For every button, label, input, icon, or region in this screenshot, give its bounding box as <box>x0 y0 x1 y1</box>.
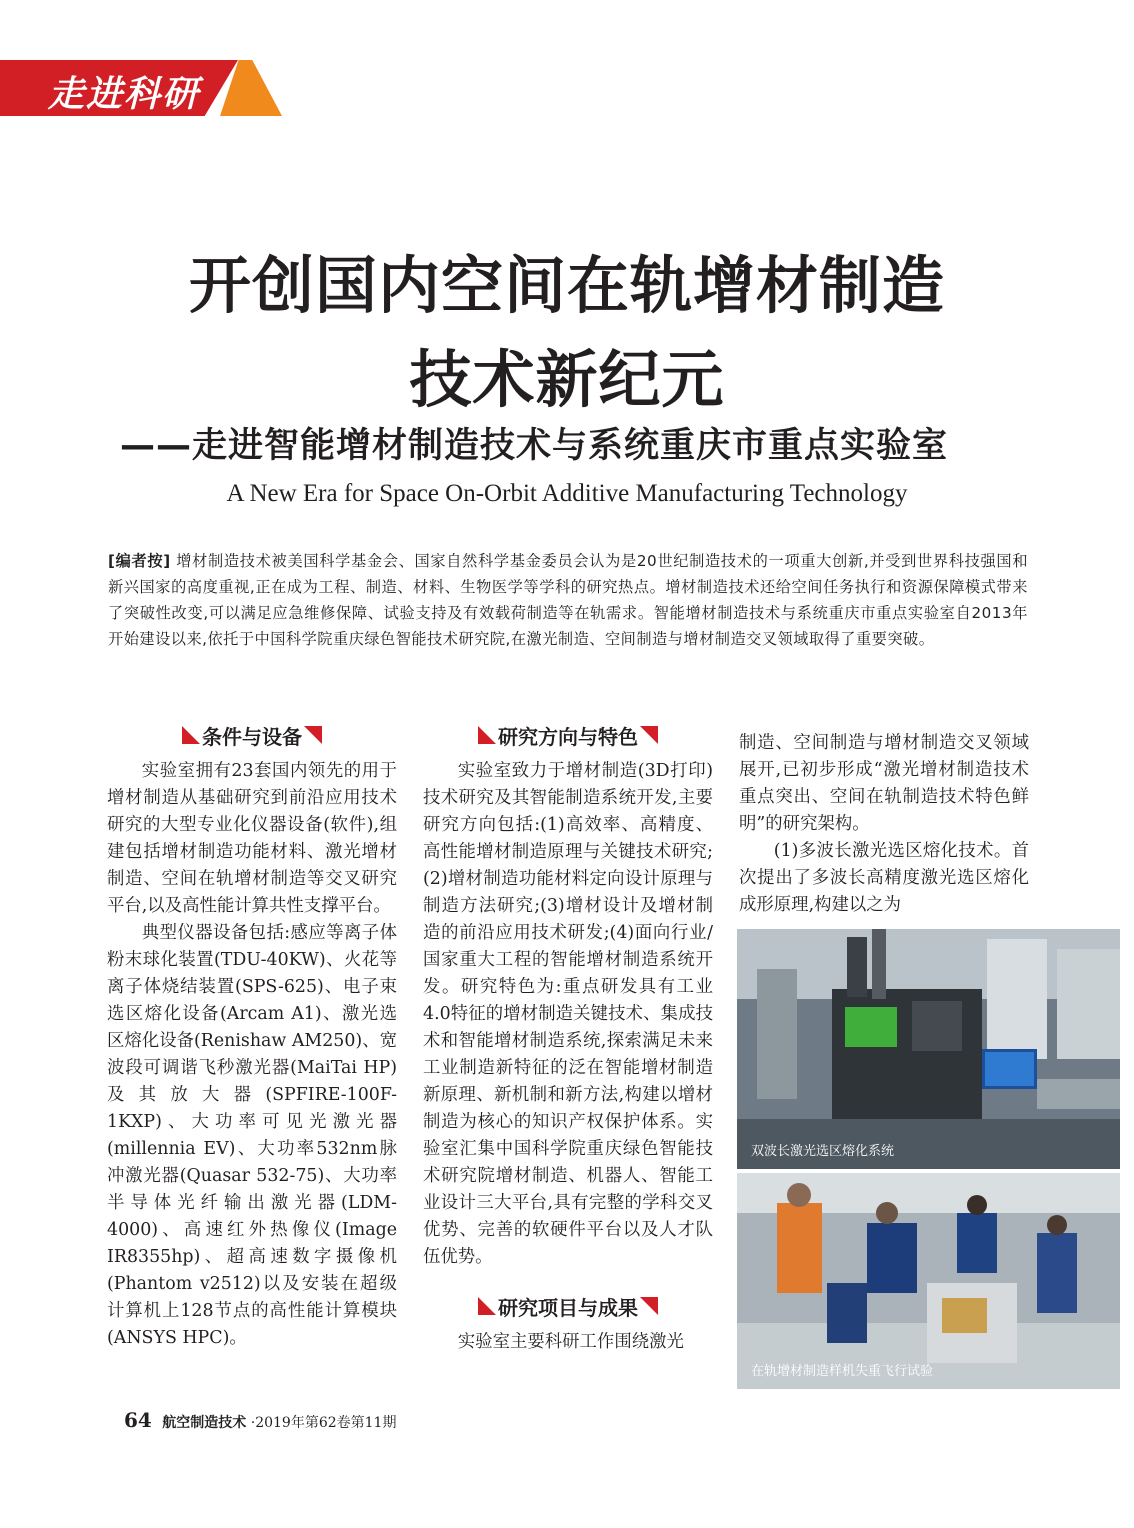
section-heading-projects <box>423 1289 713 1323</box>
article-title-line-1: 开创国内空间在轨增材制造 <box>188 249 945 322</box>
journal-issue: ·2019年第62卷第11期 <box>250 1415 397 1431</box>
heading-left-triangle-icon <box>478 726 496 744</box>
heading-left-triangle-icon <box>478 1297 496 1315</box>
heading-left-triangle-icon <box>182 726 200 744</box>
heading-right-triangle-icon <box>640 726 658 744</box>
article-title-line-2: 技术新纪元 <box>409 343 725 416</box>
section-heading-text: 研究方向与特色 <box>498 724 638 749</box>
photo-weightless-flight-test <box>737 1173 1120 1389</box>
column-2 <box>423 718 713 1356</box>
section-heading-text: 研究项目与成果 <box>498 1295 638 1320</box>
article-subtitle: ——走进智能增材制造技术与系统重庆市重点实验室 <box>120 426 949 466</box>
page-footer <box>124 1408 396 1432</box>
paragraph: 实验室致力于增材制造(3D打印)技术研究及其智能制造系统开发,主要研究方向包括:(1)高效率、高精度、高性能增材制造原理与关键技术研究;(2)增材制造功能材料定向设计原理与制造方法研究;(3)增材设计及增材制造的前沿应用技术研发;(4)面向行业/国家重大工程的智能增材制造系统开发。研究特色为:重点研发具有工业4.0特征的增材制造关键技术、集成技术和智能增材制造系统,探索满足未来工业制造新特征的泛在智能增材制造新原理、新机制和新方法,构建以增材制造为核心的知识产权保护体系。实验室汇集中国科学院重庆绿色智能技术研究院增材制造、机器人、智能工业设计三大平台,具有完整的学科交叉优势、完善的软硬件平台以及人才队伍优势。 <box>423 761 713 1267</box>
journal-name: 航空制造技术 <box>162 1415 247 1431</box>
paragraph: 实验室主要科研工作围绕激光 <box>457 1332 684 1352</box>
paragraph: (1)多波长激光选区熔化技术。首次提出了多波长高精度激光选区熔化成形原理,构建以之为 <box>739 841 1029 915</box>
english-title: A New Era for Space On-Orbit Additive Manufacturing Technology <box>226 480 908 507</box>
photo-caption: 双波长激光选区熔化系统 <box>751 1144 895 1159</box>
lab-equipment-illustration <box>737 929 1120 1169</box>
page-number: 64 <box>124 1408 152 1432</box>
banner-label: 走进科研 <box>48 73 201 115</box>
column-1 <box>107 718 397 1352</box>
editor-note-text: 增材制造技术被美国科学基金会、国家自然科学基金委员会认为是20世纪制造技术的一项重大创新,并受到世界科技强国和新兴国家的高度重视,正在成为工程、制造、材料、生物医学等学科的研究热点。增材制造技术还给空间任务执行和资源保障模式带来了突破性改变,可以满足应急维修保障、试验支持及有效载荷制造等在轨需求。智能增材制造技术与系统重庆市重点实验室自2013年开始建设以来,依托于中国科学院重庆绿色智能技术研究院,在激光制造、空间制造与增材制造交叉领域取得了重要突破。 <box>108 552 1029 648</box>
photo-caption: 在轨增材制造样机失重飞行试验 <box>751 1364 934 1379</box>
section-banner <box>0 60 290 116</box>
editor-note-tag: [编者按] <box>108 552 171 570</box>
zero-gravity-cabin-illustration <box>737 1173 1120 1389</box>
photo-dual-wavelength-system <box>737 929 1120 1169</box>
paragraph: 典型仪器设备包括:感应等离子体粉末球化装置(TDU-40KW)、火花等离子体烧结装置(SPS-625)、电子束选区熔化设备(Arcam A1)、激光选区熔化设备(Renishaw AM250)、宽波段可调谐飞秒激光器(MaiTai HP)及其放大器(SPFIRE-100F-1KXP)、大功率可见光激光器(millennia EV)、大功率532nm脉冲激光器(Quasar 532-75)、大功率半导体光纤输出激光器(LDM-4000)、高速红外热像仪(Image IR8355hp)、超高速数字摄像机(Phantom v2512)以及安装在超级计算机上128节点的高性能计算模块(ANSYS HPC)。 <box>107 923 397 1348</box>
heading-right-triangle-icon <box>640 1297 658 1315</box>
heading-right-triangle-icon <box>304 726 322 744</box>
section-heading-conditions <box>107 718 397 752</box>
section-heading-research-direction <box>423 718 713 752</box>
section-heading-text: 条件与设备 <box>202 724 302 749</box>
paragraph: 制造、空间制造与增材制造交叉领域展开,已初步形成“激光增材制造技术重点突出、空间在轨制造技术特色鲜明”的研究架构。 <box>739 733 1029 834</box>
column-3 <box>739 730 1029 919</box>
paragraph: 实验室拥有23套国内领先的用于增材制造从基础研究到前沿应用技术研究的大型专业化仪器设备(软件),组建包括增材制造功能材料、激光增材制造、空间在轨增材制造等交叉研究平台,以及高性能计算共性支撑平台。 <box>107 761 397 916</box>
editor-note <box>108 548 1028 652</box>
